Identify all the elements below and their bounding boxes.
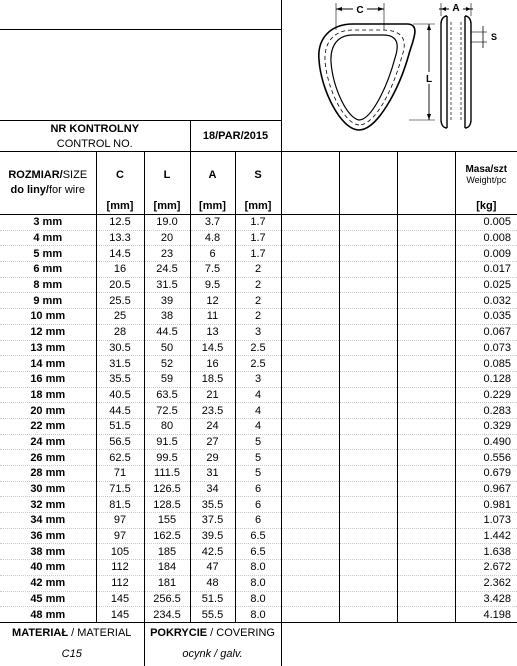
l-cell: 126.5 [144,481,190,497]
table-row [0,293,517,309]
s-cell: 6.5 [235,528,281,544]
table-row [0,560,517,576]
c-cell: 81.5 [96,497,144,513]
c-cell: 31.5 [96,356,144,372]
col-header-a: A [190,152,235,199]
table-row [0,387,517,403]
l-cell: 185 [144,544,190,560]
size-cell: 18 mm [0,387,96,403]
s-cell: 4 [235,387,281,403]
mass-cell: 0.017 [455,262,517,278]
empty-cell [281,544,339,560]
size-cell: 32 mm [0,497,96,513]
mass-cell: 2.672 [455,560,517,576]
a-cell: 34 [190,481,235,497]
empty-cell [281,309,339,325]
empty-cell [339,387,397,403]
s-cell: 3 [235,371,281,387]
c-cell: 97 [96,513,144,529]
empty-cell [339,340,397,356]
empty-cell [339,497,397,513]
empty-cell [339,246,397,262]
s-cell: 8.0 [235,575,281,591]
mass-cell: 0.981 [455,497,517,513]
empty-cell [281,403,339,419]
dim-l-label: L [425,74,433,85]
control-number: 18/PAR/2015 [190,121,281,152]
empty-cell [339,262,397,278]
empty-cell [397,575,455,591]
size-cell: 20 mm [0,403,96,419]
l-cell: 44.5 [144,324,190,340]
a-cell: 29 [190,450,235,466]
a-cell: 21 [190,387,235,403]
dim-c-label: C [356,5,364,16]
empty-cell [397,215,455,231]
mass-cell: 0.032 [455,293,517,309]
mass-cell: 0.283 [455,403,517,419]
a-cell: 24 [190,418,235,434]
empty-cell [281,607,339,623]
s-cell: 1.7 [235,246,281,262]
size-cell: 8 mm [0,277,96,293]
size-header: ROZMIAR/SIZE do liny/for wire [0,152,96,215]
s-cell: 1.7 [235,215,281,231]
l-cell: 111.5 [144,466,190,482]
empty-cell [281,497,339,513]
size-cell: 12 mm [0,324,96,340]
mass-cell: 1.638 [455,544,517,560]
empty-cell [397,497,455,513]
empty-cell [397,607,455,623]
empty-cell [281,591,339,607]
a-cell: 39.5 [190,528,235,544]
table-row [0,450,517,466]
s-cell: 8.0 [235,560,281,576]
col-header-l: L [144,152,190,199]
l-cell: 52 [144,356,190,372]
empty-cell [339,481,397,497]
empty-cell [281,450,339,466]
table-row [0,607,517,623]
size-cell: 48 mm [0,607,96,623]
a-cell: 37.5 [190,513,235,529]
s-cell: 2.5 [235,356,281,372]
material-value: C15 [0,643,144,666]
a-cell: 48 [190,575,235,591]
table-row [0,246,517,262]
empty-cell [339,371,397,387]
size-cell: 36 mm [0,528,96,544]
a-cell: 51.5 [190,591,235,607]
c-cell: 56.5 [96,434,144,450]
c-cell: 112 [96,560,144,576]
table-row [0,497,517,513]
l-cell: 181 [144,575,190,591]
l-cell: 59 [144,371,190,387]
empty-cell [281,575,339,591]
mass-cell: 0.490 [455,434,517,450]
a-cell: 23.5 [190,403,235,419]
c-cell: 44.5 [96,403,144,419]
s-cell: 6 [235,481,281,497]
l-cell: 80 [144,418,190,434]
empty-cell [397,324,455,340]
a-cell: 3.7 [190,215,235,231]
s-cell: 5 [235,450,281,466]
mass-cell: 0.679 [455,466,517,482]
empty-cell [397,309,455,325]
size-cell: 24 mm [0,434,96,450]
empty-cell [281,277,339,293]
l-cell: 19.0 [144,215,190,231]
mass-cell: 4.198 [483,608,512,621]
empty-cell [339,277,397,293]
empty-cell [281,246,339,262]
empty-cell [339,450,397,466]
c-cell: 51.5 [96,418,144,434]
c-cell: 97 [96,528,144,544]
c-cell: 145 [96,607,144,623]
unit-c: [mm] [96,198,144,215]
unit-a: [mm] [190,198,235,215]
size-cell: 40 mm [0,560,96,576]
size-cell: 42 mm [0,575,96,591]
table-row [0,434,517,450]
c-cell: 13.3 [96,230,144,246]
s-cell: 6.5 [235,544,281,560]
col-header-c: C [96,152,144,199]
size-cell: 9 mm [0,293,96,309]
dim-s-label: S [490,32,498,42]
size-cell: 22 mm [0,418,96,434]
table-row [0,230,517,246]
table-row [0,356,517,372]
empty-cell [397,246,455,262]
table-row [0,528,517,544]
covering-label: POKRYCIE / COVERING [144,622,281,643]
l-cell: 23 [144,246,190,262]
size-cell: 13 mm [0,340,96,356]
empty-cell [339,607,397,623]
size-cell: 26 mm [0,450,96,466]
empty-cell [339,575,397,591]
c-cell: 12.5 [96,215,144,231]
c-cell: 62.5 [96,450,144,466]
size-cell: 14 mm [0,356,96,372]
s-cell: 8.0 [235,607,281,623]
mass-cell: 1.442 [455,528,517,544]
a-cell: 27 [190,434,235,450]
material-label: MATERIAŁ / MATERIAL [0,622,144,643]
s-cell: 6 [235,513,281,529]
table-row [0,481,517,497]
s-cell: 2.5 [235,340,281,356]
table-row [0,544,517,560]
s-cell: 8.0 [235,591,281,607]
a-cell: 7.5 [190,262,235,278]
table-row [0,513,517,529]
empty-cell [339,528,397,544]
l-cell: 91.5 [144,434,190,450]
c-cell: 71.5 [96,481,144,497]
empty-cell [281,356,339,372]
empty-cell [339,434,397,450]
a-cell: 16 [190,356,235,372]
mass-cell: 0.067 [455,324,517,340]
empty-cell [281,340,339,356]
empty-cell [397,418,455,434]
a-cell: 4.8 [190,230,235,246]
empty-cell [339,591,397,607]
l-cell: 256.5 [144,591,190,607]
empty-cell [397,544,455,560]
a-cell: 42.5 [190,544,235,560]
empty-cell [397,403,455,419]
a-cell: 18.5 [190,371,235,387]
control-title-pl: NR KONTROLNY [0,121,190,137]
unit-s: [mm] [235,198,281,215]
control-title-en: CONTROL NO. [0,136,190,152]
l-cell: 162.5 [144,528,190,544]
l-cell: 38 [144,309,190,325]
a-cell: 12 [190,293,235,309]
empty-cell [281,262,339,278]
mass-cell: 0.009 [455,246,517,262]
empty-cell [281,418,339,434]
c-cell: 14.5 [96,246,144,262]
a-cell: 47 [190,560,235,576]
s-cell: 4 [235,403,281,419]
empty-cell [397,528,455,544]
empty-cell [281,387,339,403]
s-cell: 6 [235,497,281,513]
table-row [0,466,517,482]
table-row [0,371,517,387]
mass-cell: 1.073 [455,513,517,529]
c-cell: 25 [96,309,144,325]
l-cell: 50 [144,340,190,356]
table-row [0,591,517,607]
s-cell: 3 [235,324,281,340]
empty-cell [339,513,397,529]
mass-cell: 0.035 [455,309,517,325]
empty-cell [281,371,339,387]
empty-cell [397,277,455,293]
mass-cell: 0.008 [455,230,517,246]
empty-cell [397,591,455,607]
c-cell: 35.5 [96,371,144,387]
s-cell: 2 [235,262,281,278]
empty-cell [339,403,397,419]
s-cell: 2 [235,309,281,325]
table-row [0,277,517,293]
empty-cell [339,230,397,246]
empty-cell [397,262,455,278]
mass-cell: 0.025 [455,277,517,293]
empty-cell [339,560,397,576]
size-cell: 45 mm [0,591,96,607]
l-cell: 99.5 [144,450,190,466]
empty-cell [397,466,455,482]
table-row [0,418,517,434]
empty-cell [397,230,455,246]
a-cell: 11 [190,309,235,325]
size-cell: 38 mm [0,544,96,560]
mass-cell: 0.229 [455,387,517,403]
empty-cell [281,481,339,497]
table-row [0,340,517,356]
empty-cell [281,528,339,544]
empty-cell [339,324,397,340]
mass-cell: 0.967 [455,481,517,497]
c-cell: 112 [96,575,144,591]
s-cell: 1.7 [235,230,281,246]
c-cell: 145 [96,591,144,607]
col-header-s: S [235,152,281,199]
size-cell: 16 mm [0,371,96,387]
l-cell: 31.5 [144,277,190,293]
empty-cell [339,544,397,560]
l-cell: 234.5 [144,607,190,623]
s-cell: 2 [235,277,281,293]
empty-cell [397,293,455,309]
empty-cell [281,230,339,246]
mass-cell: 0.085 [455,356,517,372]
size-cell: 10 mm [0,309,96,325]
size-cell: 5 mm [0,246,96,262]
empty-cell [397,340,455,356]
table-row [0,262,517,278]
a-cell: 35.5 [190,497,235,513]
mass-cell: 0.005 [455,215,517,231]
empty-cell [397,513,455,529]
unit-mass: [kg] [476,200,497,212]
s-cell: 5 [235,466,281,482]
mass-cell: 3.428 [455,591,517,607]
empty-cell [397,387,455,403]
empty-cell [397,371,455,387]
c-cell: 105 [96,544,144,560]
table-row [0,309,517,325]
empty-cell [281,324,339,340]
l-cell: 72.5 [144,403,190,419]
empty-cell [281,513,339,529]
table-row [0,575,517,591]
c-cell: 40.5 [96,387,144,403]
empty-cell [339,309,397,325]
empty-cell [339,418,397,434]
mass-cell: 0.556 [455,450,517,466]
table-row [0,324,517,340]
empty-cell [397,560,455,576]
mass-cell: 2.362 [455,575,517,591]
size-cell: 3 mm [0,215,96,231]
empty-cell [397,434,455,450]
empty-cell [339,293,397,309]
empty-cell [281,215,339,231]
size-cell: 34 mm [0,513,96,529]
mass-cell: 0.073 [455,340,517,356]
empty-cell [281,466,339,482]
s-cell: 5 [235,434,281,450]
covering-value: ocynk / galv. [144,643,281,666]
empty-cell [339,356,397,372]
c-cell: 16 [96,262,144,278]
a-cell: 6 [190,246,235,262]
size-cell: 30 mm [0,481,96,497]
l-cell: 128.5 [144,497,190,513]
c-cell: 28 [96,324,144,340]
c-cell: 71 [96,466,144,482]
l-cell: 63.5 [144,387,190,403]
a-cell: 55.5 [190,607,235,623]
s-cell: 2 [235,293,281,309]
c-cell: 20.5 [96,277,144,293]
s-cell: 4 [235,418,281,434]
l-cell: 39 [144,293,190,309]
a-cell: 9.5 [190,277,235,293]
empty-cell [339,466,397,482]
a-cell: 14.5 [190,340,235,356]
size-cell: 28 mm [0,466,96,482]
empty-cell [281,560,339,576]
l-cell: 155 [144,513,190,529]
size-cell: 6 mm [0,262,96,278]
mass-cell: 0.329 [455,418,517,434]
a-cell: 31 [190,466,235,482]
table-row [0,403,517,419]
empty-cell [397,356,455,372]
l-cell: 184 [144,560,190,576]
empty-cell [281,434,339,450]
mass-cell: 0.128 [455,371,517,387]
empty-cell [397,481,455,497]
table-row [0,215,517,231]
size-cell: 4 mm [0,230,96,246]
data-rows [0,215,517,623]
c-cell: 30.5 [96,340,144,356]
empty-cell [339,215,397,231]
empty-cell [397,450,455,466]
mass-header: Masa/szt Weight/pc [465,164,508,185]
a-cell: 13 [190,324,235,340]
empty-cell [281,293,339,309]
dim-a-label: A [452,3,460,14]
c-cell: 25.5 [96,293,144,309]
unit-l: [mm] [144,198,190,215]
l-cell: 20 [144,230,190,246]
l-cell: 24.5 [144,262,190,278]
